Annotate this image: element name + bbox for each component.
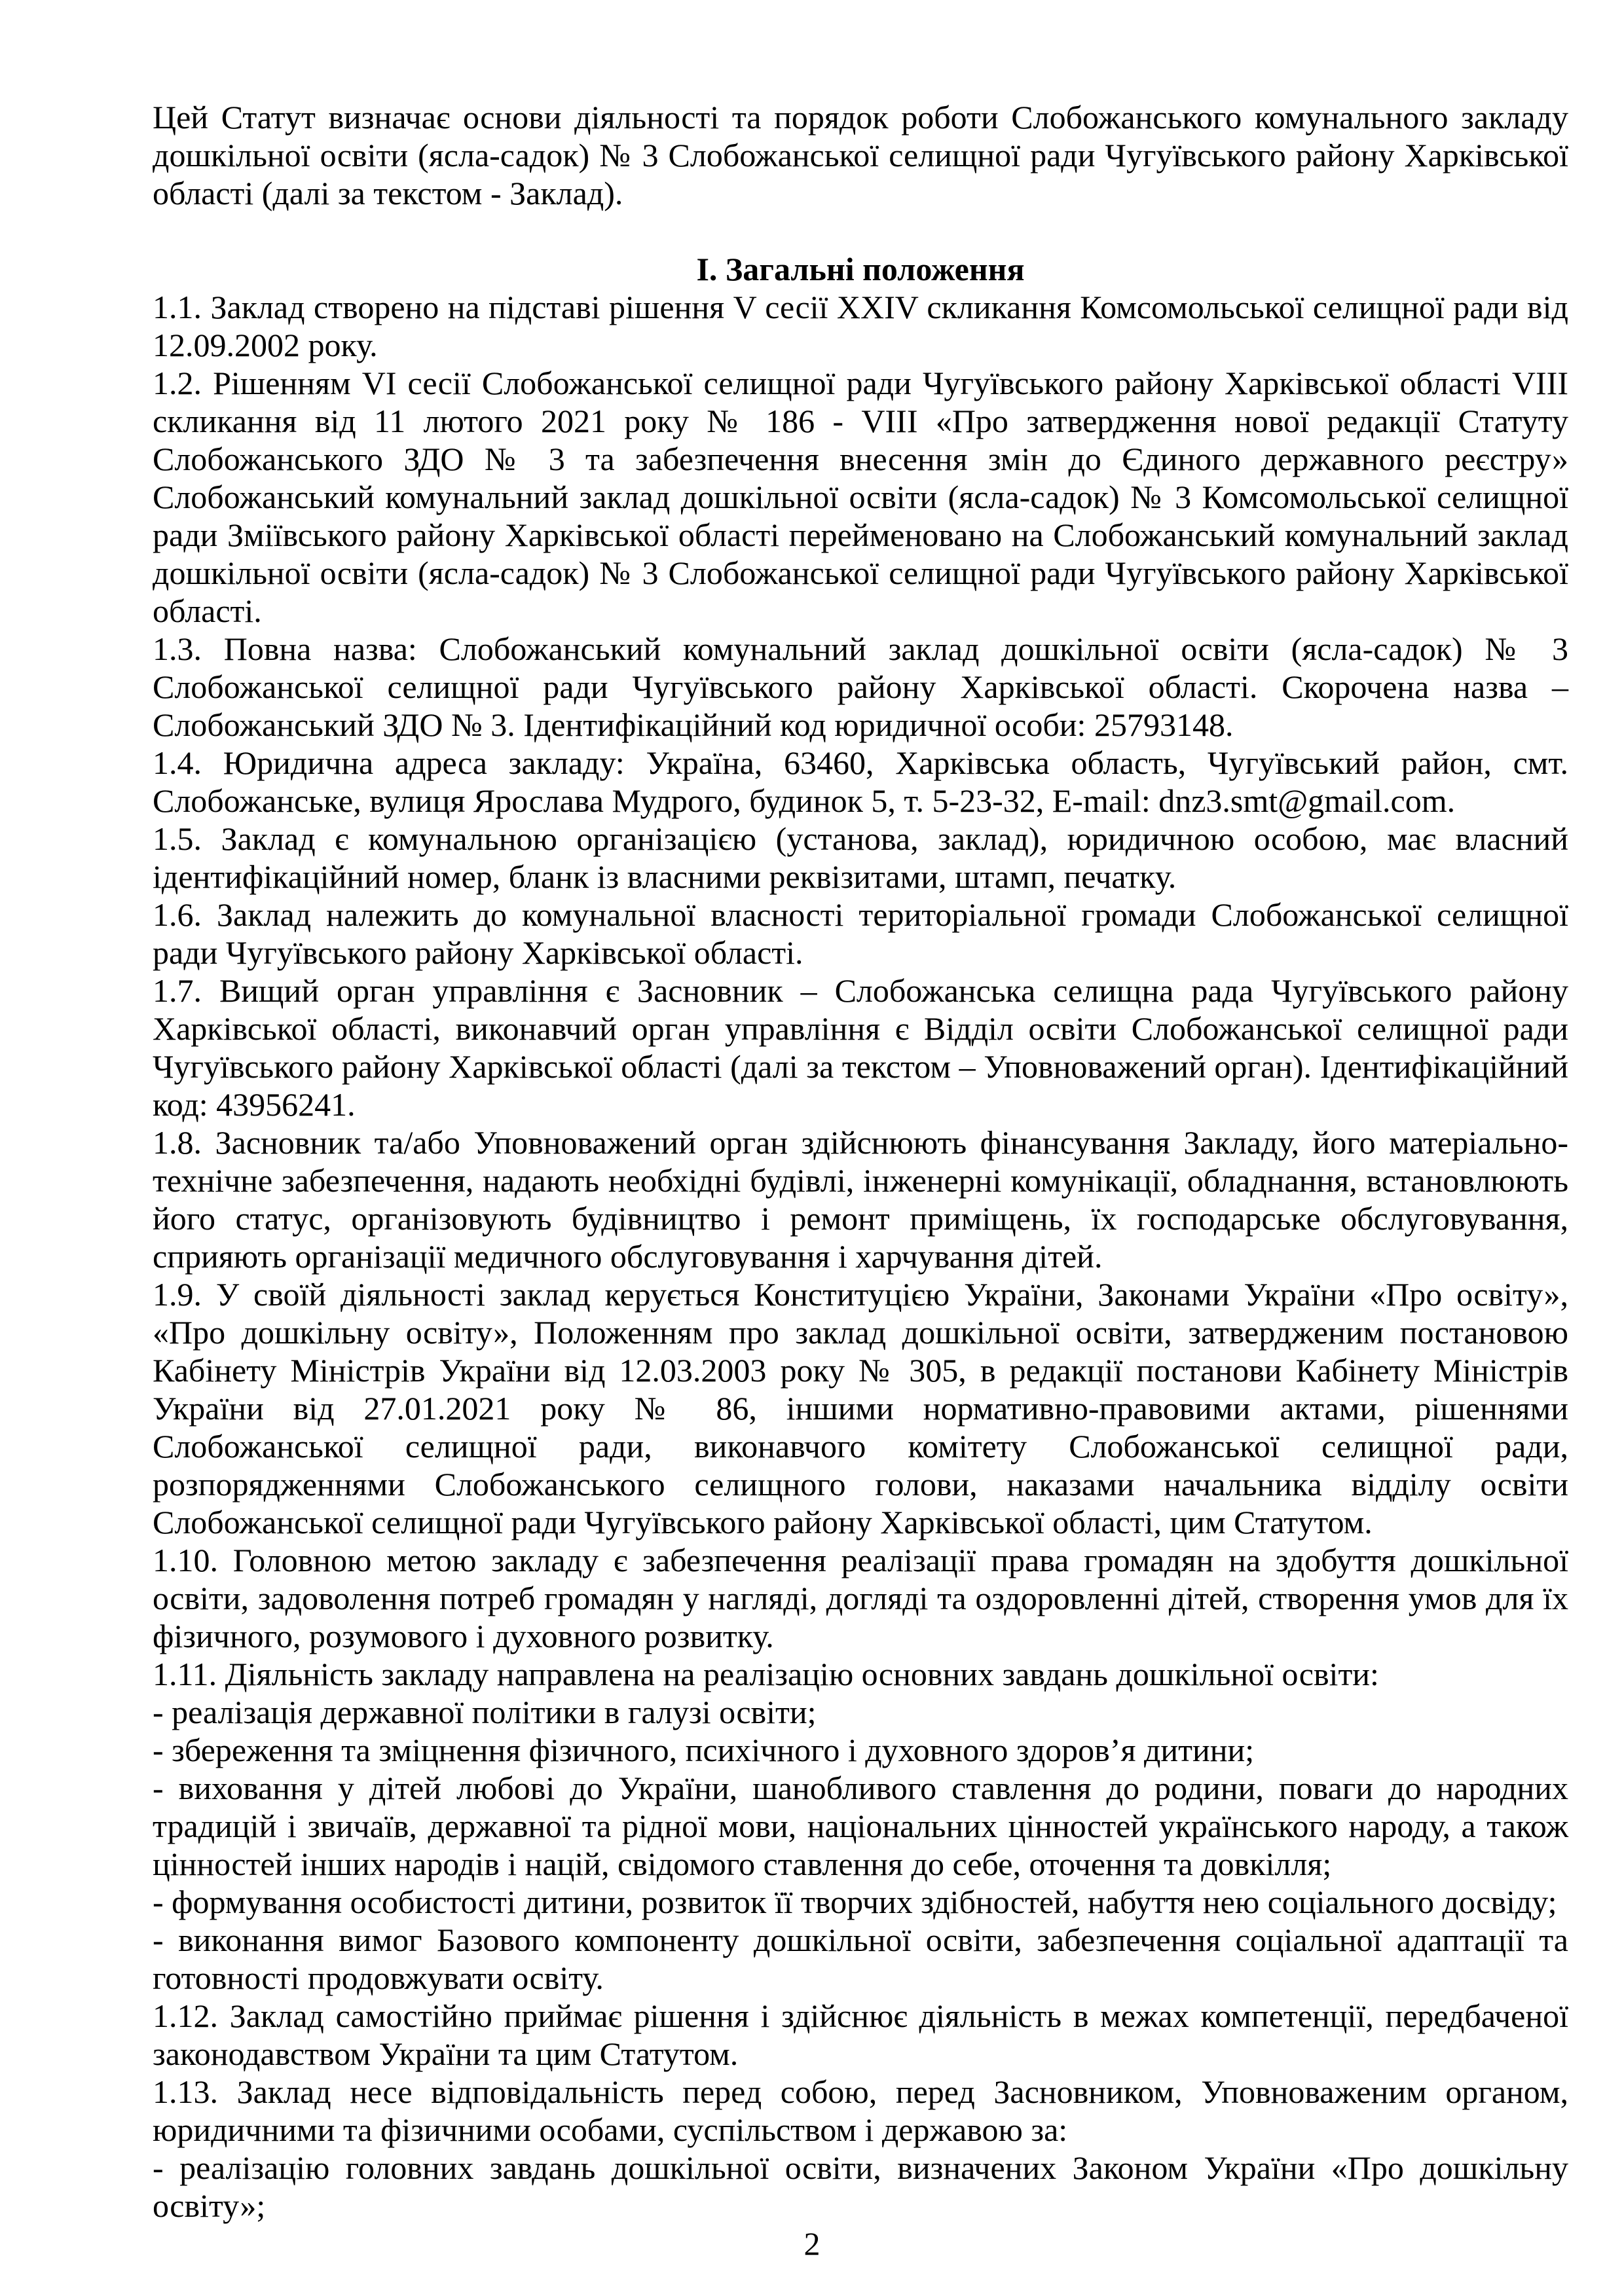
paragraph: 1.8. Засновник та/або Уповноважений орган здійснюють фінансування Закладу, його матеріально-технічне забезпечення, надають необхідні будівлі, інженерні комунікації, обладнання, встановлюють його статус, організовують будівництво і ремонт приміщень, їх господарське обслуговування, сприяють організації медичного обслуговування і харчування дітей. [153,1124,1568,1275]
section-heading: І. Загальні положення [696,251,1025,287]
paragraph: - реалізацію головних завдань дошкільної освіти, визначених Законом України «Про дошкільну освіту»; [153,2149,1568,2224]
paragraph: 1.5. Заклад є комунальною організацією (установа, заклад), юридичною особою, має власний ідентифікаційний номер, бланк із власними реквізитами, штамп, печатку. [153,820,1568,895]
paragraph: 1.3. Повна назва: Слобожанський комунальний заклад дошкільної освіти (ясла-садок) № 3 Слобожанської селищної ради Чугуївського району Харківської області. Скорочена назва – Слобожанський ЗДО № 3. Ідентифікаційний код юридичної особи: 25793148. [153,630,1568,743]
paragraph: - збереження та зміцнення фізичного, психічного і духовного здоров’я дитини; [153,1732,1255,1768]
paragraph: 1.13. Заклад несе відповідальність перед собою, перед Засновником, Уповноваженим органом, юридичними та фізичними особами, суспільством і державою за: [153,2073,1568,2148]
paragraph: 1.1. Заклад створено на підставі рішення V сесії XXIV скликання Комсомольської селищної ради від 12.09.2002 року. [153,289,1568,363]
paragraph: 1.11. Діяльність закладу направлена на реалізацію основних завдань дошкільної освіти: [153,1656,1379,1692]
paragraph: - виконання вимог Базового компоненту дошкільної освіти, забезпечення соціальної адаптації та готовності продовжувати освіту. [153,1922,1568,1996]
paragraph: - реалізація державної політики в галузі освіти; [153,1694,817,1730]
paragraph: - виховання у дітей любові до України, шанобливого ставлення до родини, поваги до народних традицій і звичаїв, державної та рідної мови, національних цінностей українського народу, а також цінностей інших народів і націй, свідомого ставлення до себе, оточення та довкілля; [153,1770,1568,1882]
paragraphs-container [153,288,1568,2225]
paragraph: 1.4. Юридична адреса закладу: Україна, 63460, Харківська область, Чугуївський район, смт. Слобожанське, вулиця Ярослава Мудрого, будинок 5, т. 5-23-32, E-mail: dnz3.smt@gmail.com. [153,744,1568,819]
paragraph: 1.9. У своїй діяльності заклад керується Конституцією України, Законами України «Про освіту», «Про дошкільну освіту», Положенням про заклад дошкільної освіти, затвердженим постановою Кабінету Міністрів України від 12.03.2003 року № 305, в редакції постанови Кабінету Міністрів України від 27.01.2021 року № 86, іншими нормативно-правовими актами, рішеннями Слобожанської селищної ради, виконавчого комітету Слобожанської селищної ради, розпорядженнями Слобожанського селищного голови, наказами начальника відділу освіти Слобожанської селищної ради Чугуївського району Харківської області, цим Статутом. [153,1276,1568,1540]
intro-paragraph: Цей Статут визначає основи діяльності та порядок роботи Слобожанського комунального закладу дошкільної освіти (ясла-садок) № 3 Слобожанської селищної ради Чугуївського району Харківської області (далі за текстом - Заклад). [153,99,1568,211]
document-body [153,98,1568,2225]
paragraph: 1.2. Рішенням VI сесії Слобожанської селищної ради Чугуївського району Харківської області VIII скликання від 11 лютого 2021 року № 186 - VIII «Про затвердження нової редакції Статуту Слобожанського ЗДО № 3 та забезпечення внесення змін до Єдиного державного реєстру» Слобожанський комунальний заклад дошкільної освіти (ясла-садок) № 3 Комсомольської селищної ради Зміївського району Харківської області перейменовано на Слобожанський комунальний заклад дошкільної освіти (ясла-садок) № 3 Слобожанської селищної ради Чугуївського району Харківської області. [153,365,1568,629]
paragraph: 1.6. Заклад належить до комунальної власності територіальної громади Слобожанської селищної ради Чугуївського району Харківської області. [153,896,1568,971]
paragraph: - формування особистості дитини, розвиток її творчих здібностей, набуття нею соціального досвіду; [153,1884,1557,1920]
paragraph: 1.10. Головною метою закладу є забезпечення реалізації права громадян на здобуття дошкільної освіти, задоволення потреб громадян у нагляді, догляді та оздоровленні дітей, створення умов для їх фізичного, розумового і духовного розвитку. [153,1542,1568,1654]
page-number: 2 [803,2225,821,2262]
paragraph: 1.12. Заклад самостійно приймає рішення і здійснює діяльність в межах компетенції, передбаченої законодавством України та цим Статутом. [153,1997,1568,2072]
paragraph: 1.7. Вищий орган управління є Засновник – Слобожанська селищна рада Чугуївського району Харківської області, виконавчий орган управління є Відділ освіти Слобожанської селищної ради Чугуївського району Харківської області (далі за текстом – Уповноважений орган). Ідентифікаційний код: 43956241. [153,972,1568,1123]
